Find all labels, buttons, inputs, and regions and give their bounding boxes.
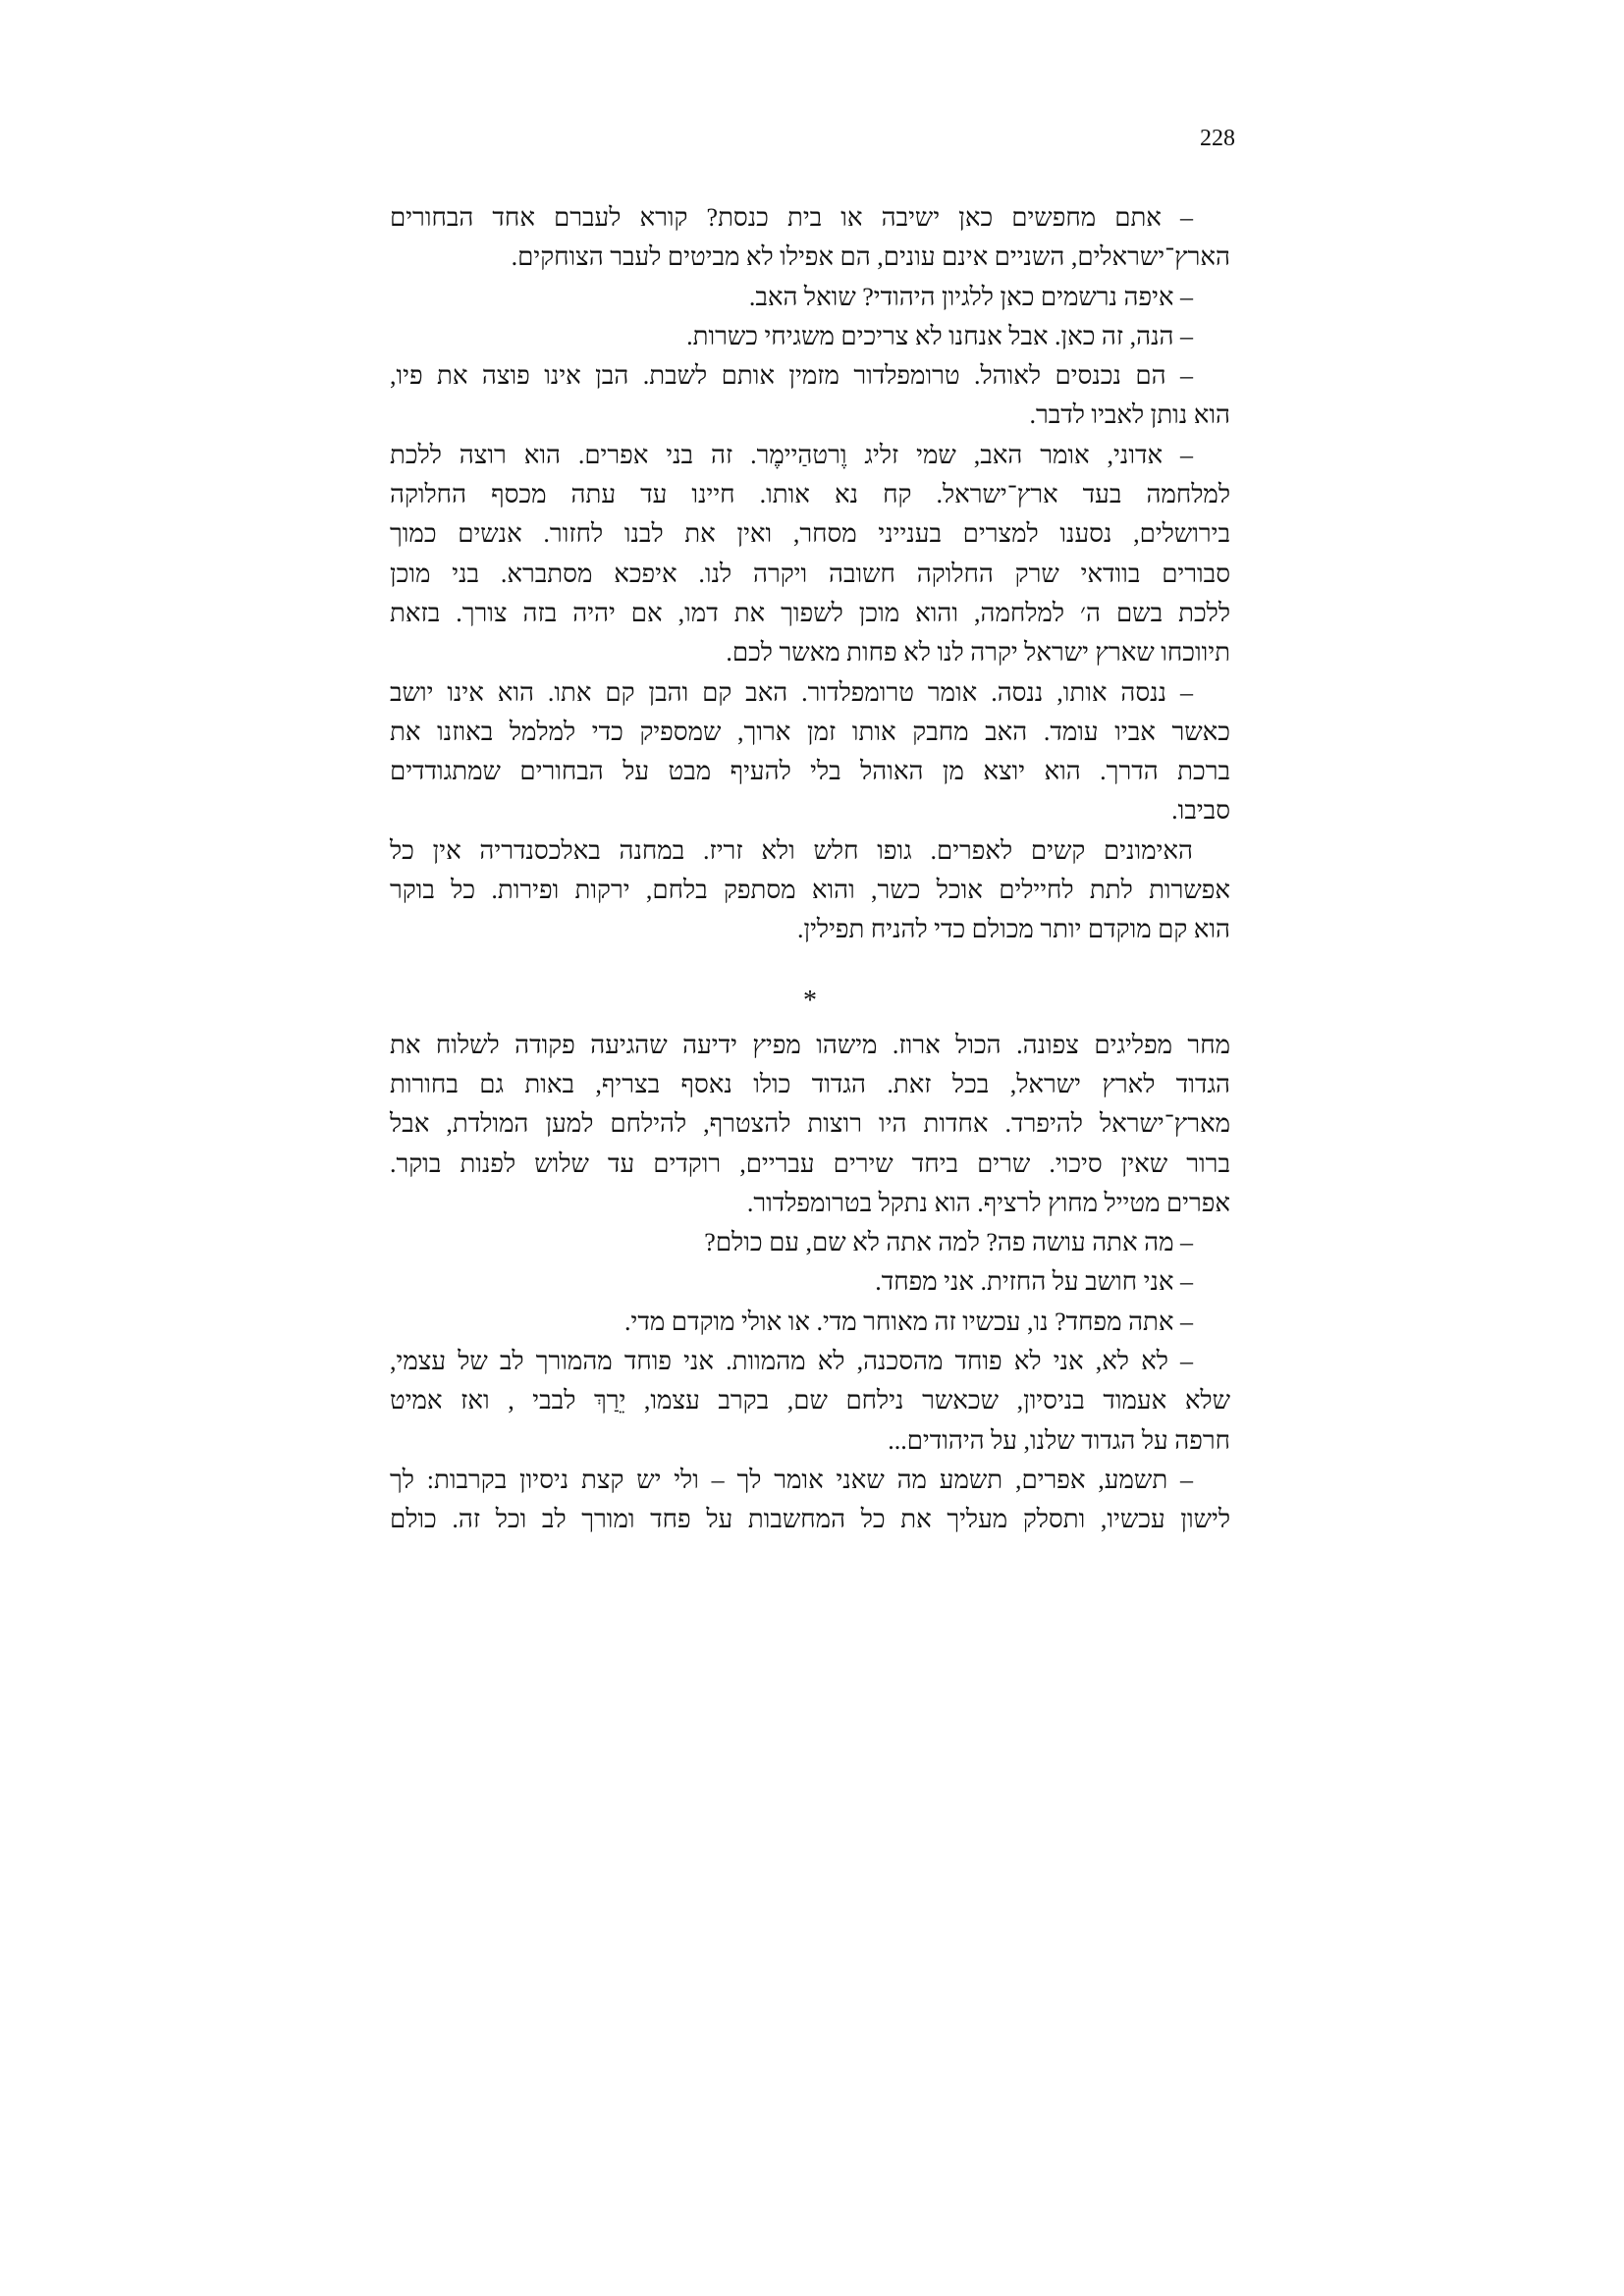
paragraph: [390, 1303, 1230, 1342]
text-line: סבורים בוודאי שרק החלוקה חשובה ויקרה לנו. איפכא מסתברא. בני מוכן: [390, 559, 1230, 588]
text-line: ללכת בשם ה׳ למלחמה, והוא מוכן לשפוך את דמו, אם יהיה בזה צורך. בזאת: [390, 598, 1230, 627]
paragraph: [390, 831, 1230, 950]
body-text: [390, 198, 1230, 1540]
section-separator: *: [803, 985, 817, 1016]
text-line: חרפה על הגדוד שלנו, על היהודים...: [888, 1425, 1230, 1455]
text-line: ברכת הדרך. הוא יוצא מן האוהל בלי להעיף מבט על הבחורים שמתגודדים: [390, 757, 1230, 786]
paragraph: [390, 1342, 1230, 1461]
text-line: שלא אעמוד בניסיון, שכאשר נילחם שם, בקרב עצמו, יֵרַךְ לבבי , ואז אמיט: [390, 1386, 1230, 1415]
text-line: אפרים מטייל מחוץ לרציף. הוא נתקל בטרומפלדור.: [746, 1188, 1230, 1217]
text-line: כאשר אביו עומד. האב מחבק אותו זמן ארוך, שמספיק כדי למלמל באוזנו את: [390, 717, 1230, 746]
text-line: סביבו.: [1171, 796, 1230, 826]
text-line: – מה אתה עושה פה? למה אתה לא שם, עם כולם?: [704, 1228, 1193, 1257]
text-line: למלחמה בעד ארץ־ישראל. קח נא אותו. חיינו עד עתה מכסף החלוקה: [390, 480, 1230, 509]
text-line: תיווכחו שארץ ישראל יקרה לנו לא פחות מאשר לכם.: [726, 638, 1230, 667]
text-line: הוא נותן לאביו לדבר.: [1029, 400, 1230, 430]
text-line: – לא לא, אני לא פוחד מהסכנה, לא מהמוות. אני פוחד מהמורך לב של עצמי,: [390, 1347, 1193, 1376]
text-line: הגדוד לארץ ישראל, בכל זאת. הגדוד כולו נאסף בצריף, באות גם בחורות: [390, 1069, 1230, 1098]
paragraph: [390, 436, 1230, 673]
text-line: – הם נכנסים לאוהל. טרומפלדור מזמין אותם לשבת. הבן אינו פוצה את פיו,: [390, 361, 1193, 391]
text-line: ברור שאין סיכוי. שרים ביחד שירים עבריים, רוקדים עד שלוש לפנות בוקר.: [390, 1148, 1230, 1178]
text-line: מחר מפליגים צפונה. הכול ארוז. מישהו מפיץ ידיעה שהגיעה פקודה לשלוח את: [390, 1030, 1230, 1059]
paragraph: [390, 356, 1230, 436]
text-line: – תשמע, אפרים, תשמע מה שאני אומר לך – ולי יש קצת ניסיון בקרבות: לך: [390, 1465, 1193, 1494]
text-line: – ננסה אותו, ננסה. אומר טרומפלדור. האב קם והבן קם אתו. הוא אינו יושב: [390, 677, 1193, 707]
text-line: האימונים קשים לאפרים. גופו חלש ולא זריז. במחנה באלכסנדריה אין כל: [390, 835, 1193, 865]
paragraph: [390, 1026, 1230, 1223]
paragraph: [390, 1461, 1230, 1540]
text-line: – איפה נרשמים כאן ללגיון היהודי? שואל האב.: [748, 282, 1193, 311]
text-line: – אני חושב על החזית. אני מפחד.: [875, 1267, 1193, 1297]
paragraph: [390, 673, 1230, 831]
text-line: – אדוני, אומר האב, שמי זליג וֶרטהַיימֶר. זה בני אפרים. הוא רוצה ללכת: [390, 440, 1193, 469]
text-line: אפשרות לתת לחיילים אוכל כשר, והוא מסתפק בלחם, ירקות ופירות. כל בוקר: [390, 876, 1230, 905]
paragraph: [390, 278, 1230, 317]
text-line: בירושלים, נסענו למצרים בענייני מסחר, ואין את לבנו לחזור. אנשים כמוך: [390, 519, 1230, 549]
page-number: 228: [1200, 126, 1235, 151]
paragraph: [390, 1262, 1230, 1302]
paragraph: [390, 1223, 1230, 1262]
text-line: מארץ־ישראל להיפרד. אחדות היו רוצות להצטרף, להילחם למען המולדת, אבל: [390, 1109, 1230, 1139]
text-line: – הנה, זה כאן. אבל אנחנו לא צריכים משגיחי כשרות.: [686, 321, 1193, 350]
paragraph: [390, 317, 1230, 356]
text-line: – אתם מחפשים כאן ישיבה או בית כנסת? קורא לעברם אחד הבחורים: [390, 203, 1193, 232]
text-line: לישון עכשיו, ותסלק מעליך את כל המחשבות על פחד ומורך לב וכל זה. כולם: [390, 1505, 1230, 1534]
paragraph: [390, 198, 1230, 278]
text-line: – אתה מפחד? נו, עכשיו זה מאוחר מדי. או אולי מוקדם מדי.: [624, 1307, 1193, 1336]
text-line: הארץ־ישראלים, השניים אינם עונים, הם אפילו לא מביטים לעבר הצוחקים.: [511, 242, 1230, 272]
text-line: הוא קם מוקדם יותר מכולם כדי להניח תפילין.: [796, 915, 1230, 944]
